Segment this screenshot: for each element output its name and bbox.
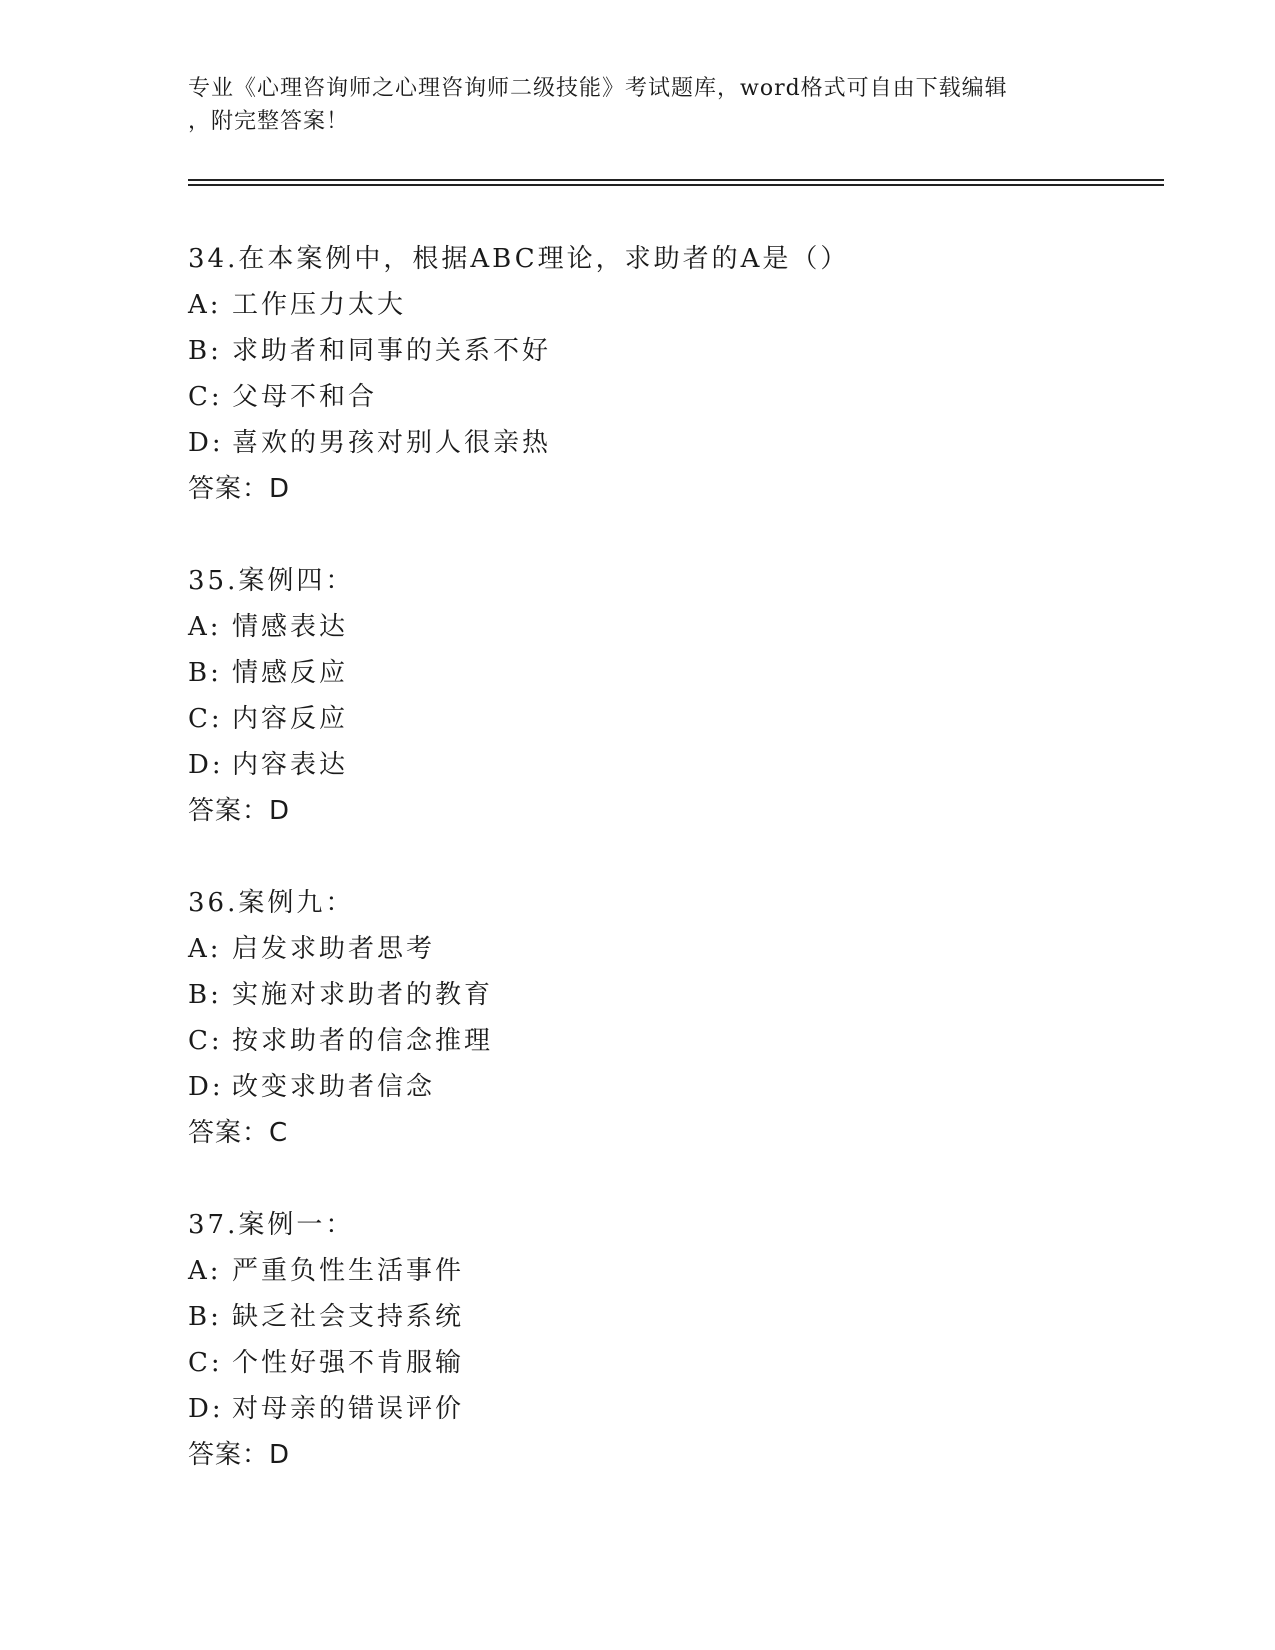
option-text: 对母亲的错误评价 — [232, 1394, 465, 1424]
answer-line: 答案：D — [188, 1440, 291, 1470]
question-34 — [188, 236, 1148, 512]
option-text: 实施对求助者的教育 — [232, 980, 494, 1010]
option-text: 内容反应 — [232, 704, 349, 734]
option-c — [188, 696, 1148, 742]
question-stem: 37.案例一： — [188, 1210, 355, 1240]
option-key: C: — [188, 704, 223, 734]
option-d — [188, 420, 1148, 466]
header-line-1: 专业《心理咨询师之心理咨询师二级技能》考试题库，word格式可自由下载编辑 — [188, 76, 1008, 101]
header-divider-bottom — [188, 184, 1164, 186]
option-b — [188, 1294, 1148, 1340]
option-b — [188, 650, 1148, 696]
option-key: C: — [188, 1348, 223, 1378]
option-key: D: — [188, 1394, 224, 1424]
option-b — [188, 328, 1148, 374]
option-text: 喜欢的男孩对别人很亲热 — [232, 428, 552, 458]
option-d — [188, 1386, 1148, 1432]
option-a — [188, 926, 1148, 972]
header-divider-top — [188, 179, 1164, 181]
option-text: 缺乏社会支持系统 — [232, 1302, 465, 1332]
option-d — [188, 1064, 1148, 1110]
option-text: 严重负性生活事件 — [232, 1256, 465, 1286]
option-key: B: — [188, 336, 222, 366]
option-key: A: — [188, 934, 222, 964]
option-text: 改变求助者信念 — [232, 1072, 436, 1102]
option-text: 内容表达 — [232, 750, 349, 780]
option-c — [188, 374, 1148, 420]
answer-line: 答案：C — [188, 1118, 289, 1148]
option-text: 情感反应 — [232, 658, 349, 688]
option-b — [188, 972, 1148, 1018]
option-a — [188, 604, 1148, 650]
option-key: B: — [188, 980, 222, 1010]
option-text: 按求助者的信念推理 — [232, 1026, 494, 1056]
question-stem: 34.在本案例中，根据ABC理论，求助者的A是（） — [188, 244, 850, 274]
option-text: 父母不和合 — [232, 382, 378, 412]
option-key: C: — [188, 1026, 223, 1056]
option-c — [188, 1340, 1148, 1386]
option-key: A: — [188, 612, 222, 642]
document-header — [188, 72, 1088, 138]
question-37 — [188, 1202, 1148, 1478]
option-key: A: — [188, 1256, 222, 1286]
option-d — [188, 742, 1148, 788]
option-key: C: — [188, 382, 223, 412]
option-text: 启发求助者思考 — [232, 934, 436, 964]
option-a — [188, 282, 1148, 328]
option-text: 个性好强不肯服输 — [232, 1348, 465, 1378]
option-c — [188, 1018, 1148, 1064]
question-stem: 35.案例四： — [188, 566, 355, 596]
answer-line: 答案：D — [188, 474, 291, 504]
option-a — [188, 1248, 1148, 1294]
option-key: D: — [188, 1072, 224, 1102]
answer-line: 答案：D — [188, 796, 291, 826]
option-key: A: — [188, 290, 222, 320]
option-text: 求助者和同事的关系不好 — [232, 336, 552, 366]
question-36 — [188, 880, 1148, 1156]
header-line-2: ，附完整答案！ — [188, 109, 350, 134]
question-list — [188, 236, 1148, 1524]
option-key: D: — [188, 750, 224, 780]
option-key: D: — [188, 428, 224, 458]
option-key: B: — [188, 658, 222, 688]
question-35 — [188, 558, 1148, 834]
question-stem: 36.案例九： — [188, 888, 355, 918]
option-key: B: — [188, 1302, 222, 1332]
option-text: 工作压力太大 — [232, 290, 407, 320]
option-text: 情感表达 — [232, 612, 349, 642]
